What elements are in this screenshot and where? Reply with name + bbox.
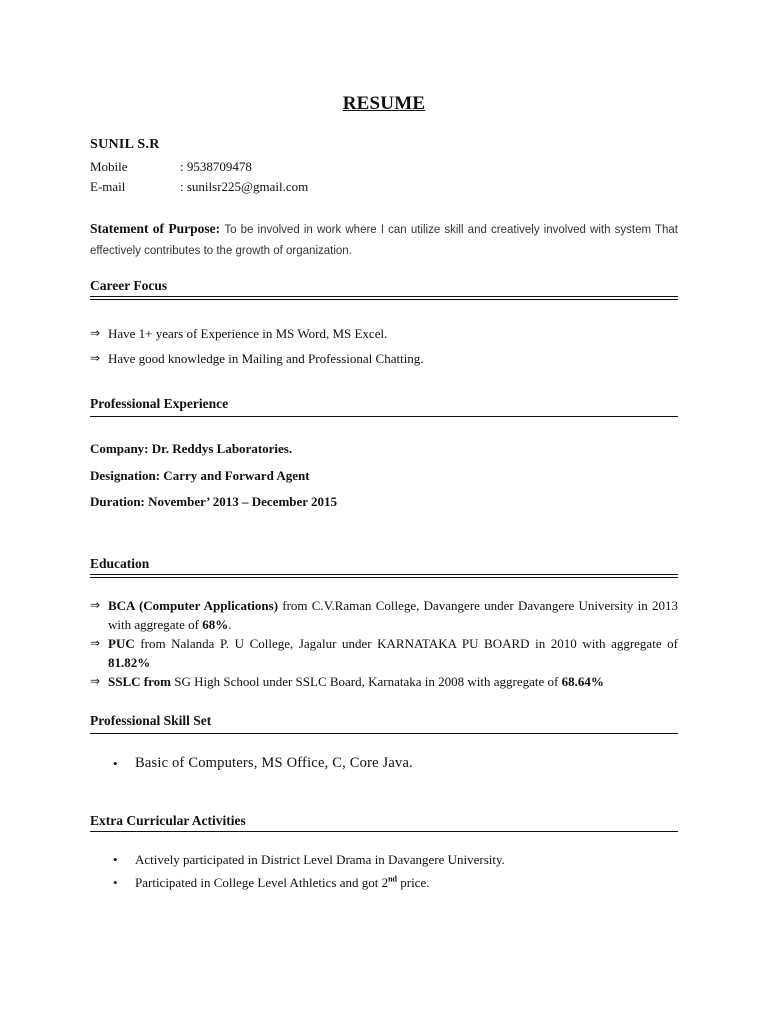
candidate-name: SUNIL S.R: [90, 137, 160, 152]
education-item: ⇒ BCA (Computer Applications) from C.V.Raman College, Davangere under Davangere University in 2013 with aggregate of 68%.: [90, 598, 678, 632]
section-divider: [90, 733, 678, 734]
arrow-icon: ⇒: [90, 674, 101, 688]
activities-heading: Extra Curricular Activities: [90, 813, 246, 828]
section-divider: [90, 416, 678, 417]
contact-label: E-mail: [90, 179, 126, 194]
activity-item: • Actively participated in District Level Drama in Davangere University.: [113, 852, 505, 867]
education-item: ⇒ SSLC from SG High School under SSLC Board, Karnataka in 2008 with aggregate of 68.64%: [90, 674, 604, 689]
arrow-icon: ⇒: [90, 598, 101, 612]
statement-of-purpose: [90, 219, 678, 261]
education-item: ⇒ PUC from Nalanda P. U College, Jagalur under KARNATAKA PU BOARD in 2010 with aggregate of 81.82%: [90, 636, 678, 670]
experience-company: Company: Dr. Reddys Laboratories.: [90, 441, 293, 456]
bullet-icon: •: [113, 852, 118, 867]
contact-value: : sunilsr225@gmail.com: [180, 179, 309, 194]
arrow-icon: ⇒: [90, 351, 101, 365]
experience-heading: Professional Experience: [90, 396, 229, 411]
resume-title: RESUME: [342, 93, 426, 114]
section-divider: [90, 296, 678, 300]
contact-label: Mobile: [90, 159, 128, 174]
section-divider: [90, 831, 678, 832]
career-focus-item: ⇒ Have good knowledge in Mailing and Professional Chatting.: [90, 351, 424, 366]
bullet-icon: •: [113, 756, 118, 771]
statement-text: To be involved in work where I can utilize skill and creatively involved with system That effectively contributes to the growth of organization.: [90, 224, 678, 257]
skill-item: • Basic of Computers, MS Office, C, Core Java.: [113, 755, 413, 771]
education-heading: Education: [90, 556, 150, 571]
experience-duration: Duration: November’ 2013 – December 2015: [90, 494, 338, 509]
statement-heading: Statement of Purpose:: [90, 221, 221, 236]
contact-mobile: [90, 159, 252, 175]
activity-item: • Participated in College Level Athletics and got 2nd price.: [113, 874, 430, 890]
experience-designation: Designation: Carry and Forward Agent: [90, 468, 310, 483]
section-divider: [90, 574, 678, 578]
skills-heading: Professional Skill Set: [90, 713, 212, 728]
arrow-icon: ⇒: [90, 326, 101, 340]
career-focus-heading: Career Focus: [90, 278, 168, 293]
career-focus-item: ⇒ Have 1+ years of Experience in MS Word, MS Excel.: [90, 326, 388, 341]
contact-email: [90, 179, 308, 195]
contact-value: : 9538709478: [180, 159, 252, 174]
arrow-icon: ⇒: [90, 636, 101, 650]
bullet-icon: •: [113, 875, 118, 890]
